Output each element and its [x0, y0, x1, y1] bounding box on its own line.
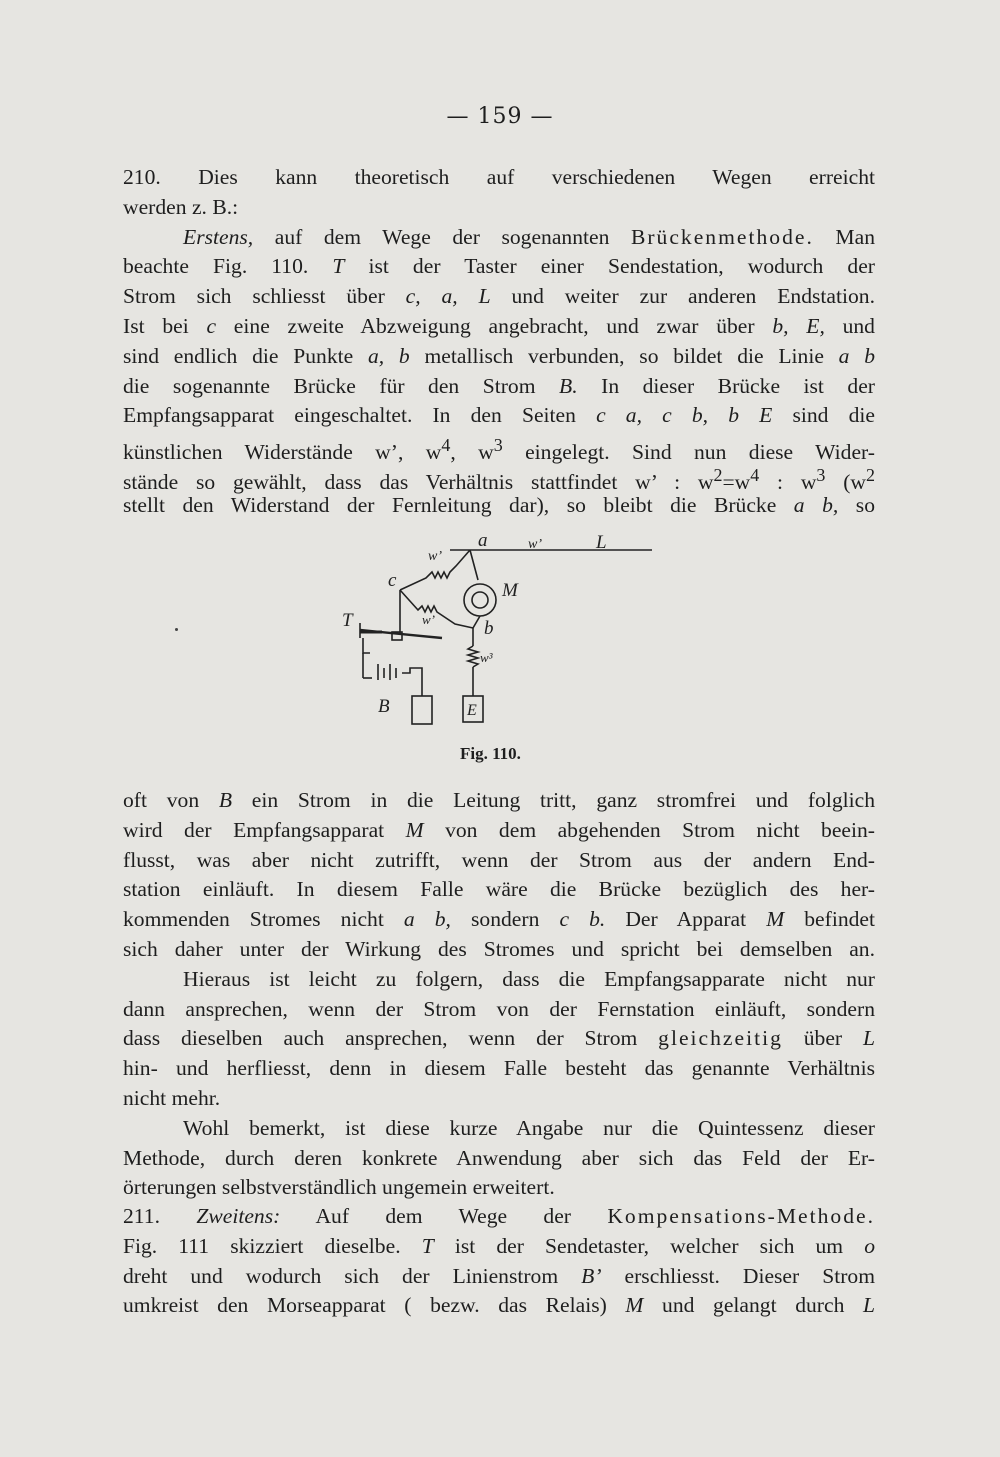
- text-line: 211. Zweitens: Auf dem Wege der Kompensations-Methode.: [123, 1204, 876, 1228]
- resistor-w4: [400, 590, 473, 628]
- ground-plate-B: [412, 696, 432, 724]
- label-M: M: [502, 580, 518, 601]
- battery-wire-left: [363, 638, 370, 653]
- text-line: dass dieselben auch ansprechen, wenn der Strom gleichzeitig über L: [123, 1026, 875, 1051]
- paragraph-210: [123, 163, 875, 521]
- label-w3: w³: [480, 650, 493, 665]
- text-line: werden z. B.:: [123, 194, 239, 219]
- paragraph-211: [123, 1202, 875, 1321]
- text-line: die sogenannte Brücke für den Strom B. In dieser Brücke ist der: [123, 373, 875, 398]
- text-line: oft von B ein Strom in die Leitung tritt, ganz stromfrei und folglich: [123, 788, 875, 812]
- text-line: Strom sich schliesst über c, a, L und weiter zur anderen Endstation.: [123, 284, 875, 309]
- M-to-b-wire: [473, 616, 480, 628]
- text-line: künstlichen Widerstände w’, $w^4$, $w^3$ eingelegt. Sind nun diese Wider-: [123, 435, 875, 465]
- figure-110-circuit-diagram: [330, 528, 670, 768]
- paragraph-continuation: [123, 786, 875, 1203]
- text-line: kommenden Stromes nicht a b, sondern c b. Der Apparat M befindet: [123, 907, 875, 932]
- text-line: nicht mehr.: [123, 1085, 221, 1110]
- text-line: Empfangsapparat eingeschaltet. In den Seiten c a, c b, b E sind die: [123, 403, 875, 428]
- label-w-prime-2: w’: [528, 537, 542, 552]
- text-line: stände so gewählt, dass das Verhältnis stattfindet w’ : $w^2=w^4$ : $w^3$ ($w^2$: [123, 464, 875, 495]
- text-line: stellt den Widerstand der Fernleitung dar), so bleibt die Brücke a b, so: [123, 492, 875, 517]
- page-number: — 159 —: [446, 104, 554, 129]
- label-b: b: [484, 618, 494, 639]
- receiver-M-core: [472, 592, 488, 608]
- text-line: sind endlich die Punkte a, b metallisch verbunden, so bildet die Linie a b: [123, 343, 876, 368]
- text-line: Fig. 111 skizziert dieselbe. T ist der Sendetaster, welcher sich um o: [123, 1233, 875, 1258]
- text-line: Ist bei c eine zweite Abzweigung angebracht, und zwar über b, E, und: [123, 313, 875, 338]
- label-w4: w’: [422, 612, 435, 627]
- label-L: L: [596, 532, 607, 553]
- text-line: wird der Empfangsapparat M von dem abgehenden Strom nicht beein-: [123, 817, 875, 842]
- text-line: sich daher unter der Wirkung des Stromes und spricht bei demselben an.: [123, 936, 875, 961]
- text-line: Hieraus ist leicht zu folgern, dass die Empfangsapparate nicht nur: [183, 966, 875, 991]
- resistor-w3: [468, 646, 478, 667]
- text-line: Erstens, auf dem Wege der sogenannten Brückenmethode. Man: [183, 224, 875, 249]
- battery-to-ground: [402, 668, 422, 696]
- text-line: station einläuft. In diesem Falle wäre die Brücke bezüglich des her-: [123, 877, 875, 902]
- figure-caption: Fig. 110.: [460, 744, 521, 763]
- label-c: c: [388, 570, 397, 591]
- label-T: T: [342, 610, 353, 631]
- text-line: beachte Fig. 110. T ist der Taster einer Sendestation, wodurch der: [123, 254, 875, 279]
- receiver-M-coil: [464, 584, 496, 616]
- label-B: B: [378, 696, 390, 717]
- text-line: 210. Dies kann theoretisch auf verschiedenen Wegen erreicht: [123, 165, 875, 189]
- label-E: E: [467, 702, 477, 719]
- label-w-prime: w’: [428, 549, 442, 564]
- text-line: dreht und wodurch sich der Linienstrom B’ erschliesst. Dieser Strom: [123, 1263, 875, 1288]
- text-line: Methode, durch deren konkrete Anwendung aber sich das Feld der Er-: [123, 1145, 875, 1170]
- text-line: hin- und herfliesst, denn in diesem Falle besteht das genannte Verhältnis: [123, 1056, 875, 1081]
- label-a: a: [478, 530, 488, 551]
- bridge-wire: [470, 550, 478, 580]
- text-line: Wohl bemerkt, ist diese kurze Angabe nur die Quintessenz dieser: [183, 1115, 875, 1140]
- text-line: örterungen selbstverständlich ungemein erweitert.: [123, 1175, 555, 1200]
- stray-mark: [175, 628, 178, 631]
- text-line: dann ansprechen, wenn der Strom von der Fernstation einläuft, sondern: [123, 996, 875, 1021]
- text-line: umkreist den Morseapparat ( bezw. das Relais) M und gelangt durch L: [123, 1293, 875, 1318]
- text-line: flusst, was aber nicht zutrifft, wenn der Strom aus der andern End-: [123, 847, 875, 872]
